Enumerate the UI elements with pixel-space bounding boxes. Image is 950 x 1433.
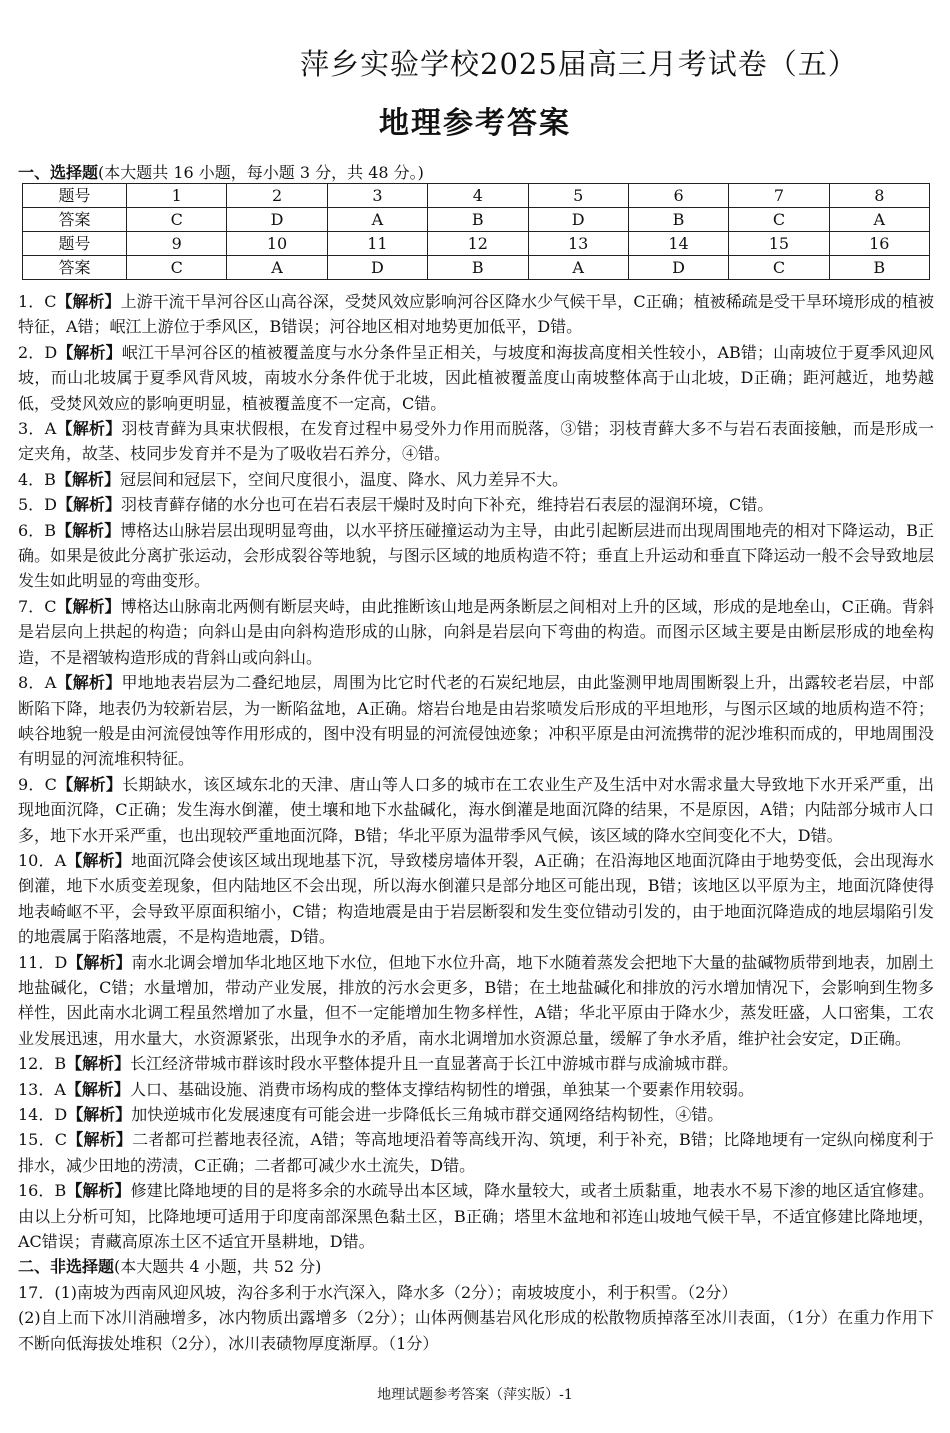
explanation-item [18,289,934,340]
explanation-text: 博格达山脉南北两侧有断层夹峙，由此推断该山地是两条断层之间相对上升的区域，形成的是地垒山，C正确。背斜是岩层向上拱起的构造；向斜山是由向斜构造形成的山脉，向斜是岩层向下弯曲的构造。而图示区域主要是由断层形成的地垒构造，不是褶皱构造形成的背斜山或向斜山。 [18,596,934,667]
explanation-text: 博格达山脉岩层出现明显弯曲，以水平挤压碰撞运动为主导，由此引起断层进而出现周围地壳的相对下降运动，B正确。如果是彼此分离扩张运动，会形成裂谷等地貌，与图示区域的地质构造不符；垂直上升运动和垂直下降运动一般不会导致地层发生如此明显的弯曲变形。 [18,520,934,591]
section-2-note: (本大题共 4 小题，共 52 分) [114,1257,322,1277]
explanation-item [18,416,934,467]
explanation-number: 11．D [18,952,68,972]
explanation-item [18,340,934,416]
explanation-item [18,1127,934,1178]
table-cell: 10 [227,232,327,256]
explanation-tag: 【解析】 [66,1181,131,1201]
explanation-number: 5．D [18,495,58,515]
explanation-text: 羽枝青藓为具束状假根，在发育过程中易受外力作用而脱落，③错；羽枝青藓大多不与岩石表面接触，而是形成一定夹角，故茎、枝同步发育并不是为了吸收岩石养分，④错。 [18,419,934,464]
explanation-text: 岷江干旱河谷区的植被覆盖度与水分条件呈正相关，与坡度和海拔高度相关性较小，AB错；山南坡位于夏季风迎风坡，而山北坡属于夏季风背风坡，南坡水分条件优于北坡，因此植被覆盖度山南坡整体高于山北坡，D正确；距河越近，地势越低，受焚风效应的影响更明显，植被覆盖度不一定高，C错。 [18,342,934,413]
section-1-heading [18,160,424,183]
table-cell: C [729,208,829,232]
explanation-item [18,1077,934,1102]
table-cell: 15 [729,232,829,256]
explanation-item [18,467,934,492]
explanation-number: 9．C [18,774,57,794]
table-cell: 7 [729,184,829,208]
table-cell: 9 [127,232,227,256]
explanation-number: 12．B [18,1054,67,1074]
explanation-number: 1．C [18,292,57,311]
table-cell: 16 [829,232,929,256]
section-2-heading [18,1254,934,1279]
explanation-text: 上游干流干旱河谷区山高谷深，受焚风效应影响河谷区降水少气候干旱，C正确；植被稀疏是受干旱环境形成的植被特征，A错；岷江上游位于季风区，B错误；河谷地区相对地势更加低平，D错。 [18,292,934,337]
explanation-number: 16．B [18,1181,67,1201]
table-cell: B [428,256,528,280]
page-footer: 地理试题参考答案（萍实版）-1 [377,1387,573,1403]
table-cell: 12 [428,232,528,256]
table-cell: D [327,256,427,280]
explanation-tag: 【解析】 [55,469,120,489]
explanation-text: 长江经济带城市群该时段水平整体提升且一直显著高于长江中游城市群与成渝城市群。 [130,1054,739,1074]
q17-answer-line-1: 17．(1)南坡为西南风迎风坡，沟谷多利于水汽深入，降水多（2分）；南坡坡度小，利于积雪。（2分） [18,1282,738,1302]
page-subtitle: 地理参考答案 [379,106,571,141]
explanation-number: 6．B [18,520,57,540]
section-2-title: 二、非选择题 [18,1257,115,1277]
row-label: 答案 [23,256,127,280]
explanation-item [18,1178,934,1254]
table-cell: D [628,256,728,280]
explanation-tag: 【解析】 [56,774,123,794]
explanation-tag: 【解析】 [56,292,121,311]
explanation-tag: 【解析】 [66,1054,131,1074]
section-1-note: (本大题共 16 小题，每小题 3 分，共 48 分。) [98,163,424,182]
table-cell: C [127,208,227,232]
explanation-text: 长期缺水，该区域东北的天津、唐山等人口多的城市在工农业生产及生活中对水需求量大导致地下水开采严重，出现地面沉降，C正确；发生海水倒灌，使土壤和地下水盐碱化，海水倒灌是地面沉降的结果，不是原因，A错；内陆部分城市人口多，地下水开采严重，也出现较严重地面沉降，B错；华北平原为温带季风气候，该区域的降水空间变化不大，D错。 [18,774,934,845]
explanation-tag: 【解析】 [67,1130,133,1150]
row-label: 答案 [23,208,127,232]
explanation-text: 修建比降地埂的目的是将多余的水疏导出本区域，降水量较大，或者土质黏重，地表水不易下渗的地区适宜修建。由以上分析可知，比降地埂可适用于印度南部深黑色黏土区，B正确；塔里木盆地和祁连山坡地气候干旱，不适宜修建比降地埂，AC错误；青藏高原冻土区不适宜开垦耕地，D错。 [18,1181,934,1252]
table-cell: A [528,256,628,280]
explanation-text: 二者都可拦蓄地表径流，A错；等高地埂沿着等高线开沟、筑埂，利于补充，B错；比降地埂有一定纵向梯度利于排水，减少田地的涝渍，C正确；二者都可减少水土流失，D错。 [18,1130,934,1175]
table-cell: A [227,256,327,280]
explanation-tag: 【解析】 [67,1105,132,1124]
explanation-tag: 【解析】 [56,673,122,693]
table-cell: C [729,256,829,280]
exam-title: 萍乡实验学校2025届高三月考试卷（五） [300,47,858,81]
explanation-number: 7．C [18,596,57,616]
explanation-item [18,670,934,772]
explanation-number: 8．A [18,673,57,693]
explanation-number: 10．A [18,850,67,870]
explanation-item [18,950,934,1052]
table-cell: D [528,208,628,232]
table-row [23,208,930,232]
row-label: 题号 [23,232,127,256]
explanation-number: 3．A [18,419,57,439]
table-cell: 8 [829,184,929,208]
explanation-tag: 【解析】 [57,342,122,362]
table-cell: B [428,208,528,232]
table-cell: B [628,208,728,232]
explanation-tag: 【解析】 [67,952,132,972]
table-cell: B [829,256,929,280]
answer-table [22,183,930,280]
table-cell: 1 [127,184,227,208]
explanation-number: 13．A [18,1079,66,1099]
explanation-text: 羽枝青藓存储的水分也可在岩石表层干燥时及时向下补充，维持岩石表层的湿润环境，C错。 [121,495,774,515]
explanation-item [18,772,934,848]
explanation-text: 冠层间和冠层下，空间尺度很小，温度、降水、风力差异不大。 [119,469,568,489]
table-cell: 2 [227,184,327,208]
table-cell: A [829,208,929,232]
table-cell: 6 [628,184,728,208]
explanations-body [18,289,934,1356]
row-label: 题号 [23,184,127,208]
explanation-text: 地面沉降会使该区域出现地基下沉，导致楼房墙体开裂，A正确；在沿海地区地面沉降由于地势变低，会出现海水倒灌，地下水质变差现象，但内陆地区不会出现，所以海水倒灌只是部分地区可能出现，B错；该地区以平原为主，地面沉降使得地表崎岖不平，会导致平原面积缩小，C错；构造地震是由于岩层断裂和发生变位错动引发的，由于地面沉降造成的地层塌陷引发的地震属于陷落地震，不是构造地震，D错。 [18,850,934,947]
explanation-tag: 【解析】 [57,495,122,515]
explanation-number: 14．D [18,1105,68,1124]
table-cell: 3 [327,184,427,208]
table-row [23,256,930,280]
explanation-item [18,1051,934,1076]
q17-answer-line-2: (2)自上而下冰川消融增多，冰内物质出露增多（2分）；山体两侧基岩风化形成的松散物质掉落至冰川表面，（1分）在重力作用下不断向低海拔处堆积（2分），冰川表碛物厚度渐厚。（1分） [18,1308,934,1353]
table-cell: 14 [628,232,728,256]
explanation-number: 15．C [18,1130,68,1150]
explanation-text: 甲地地表岩层为二叠纪地层，周围为比它时代老的石炭纪地层，由此鉴测甲地周围断裂上升，出露较老岩层，中部断陷下降，地表仍为较新岩层，为一断陷盆地，A正确。熔岩台地是由岩浆喷发后形成的平坦地形，与图示区域的地质构造不符；峡谷地貌一般是由河流侵蚀等作用形成的，图中没有明显的河流侵蚀迹象；冲积平原是由河流携带的泥沙堆积而成的，甲地周围没有明显的河流堆积特征。 [18,673,934,769]
table-cell: A [327,208,427,232]
table-row [23,232,930,256]
explanation-text: 南水北调会增加华北地区地下水位，但地下水位升高，地下水随着蒸发会把地下大量的盐碱物质带到地表，加剧土地盐碱化，C错；水量增加，带动产业发展，排放的污水会更多，B错；在土地盐碱化和排放的污水增加情况下，会影响到生物多样性，因此南水北调工程虽然增加了水量，但不一定能增加生物多样性，A错；华北平原由于降水少，蒸发旺盛，人口密集，工农业发展迅速，用水量大，水资源紧张，出现争水的矛盾，南水北调增加水资源总量，缓解了争水矛盾，维护社会安定，D正确。 [18,952,934,1048]
table-cell: D [227,208,327,232]
table-row [23,184,930,208]
explanation-tag: 【解析】 [56,596,121,616]
explanation-item [18,848,934,950]
table-cell: 11 [327,232,427,256]
explanation-tag: 【解析】 [65,1079,130,1099]
explanation-text: 加快逆城市化发展速度有可能会进一步降低长三角城市群交通网络结构韧性，④错。 [131,1105,724,1124]
explanation-text: 人口、基础设施、消费市场构成的整体支撑结构韧性的增强，单独某一个要素作用较弱。 [129,1079,754,1099]
table-cell: C [127,256,227,280]
table-cell: 13 [528,232,628,256]
table-cell: 4 [428,184,528,208]
section-1-title: 一、选择题 [18,163,99,182]
explanation-number: 4．B [18,469,56,489]
explanation-item [18,518,934,594]
explanation-tag: 【解析】 [66,850,131,870]
explanation-item [18,492,934,517]
table-cell: 5 [528,184,628,208]
explanation-tag: 【解析】 [56,419,122,439]
explanation-item [18,594,934,670]
explanation-item [18,1102,934,1127]
explanation-tag: 【解析】 [56,520,121,540]
explanation-number: 2．D [18,342,58,362]
